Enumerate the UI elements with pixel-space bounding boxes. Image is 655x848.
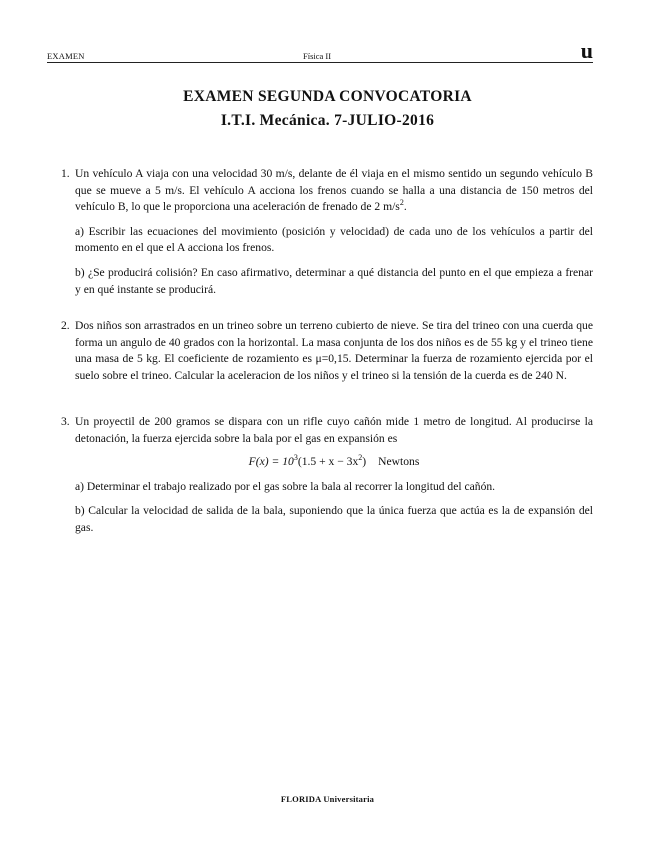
problem-statement: Un proyectil de 200 gramos se dispara con un rifle cuyo cañón mide 1 metro de longitud. Al producirse la detonación, la fuerza ejercida sobre la bala por el gas en expansión es — [75, 415, 593, 445]
page-footer: FLORIDA Universitaria — [280, 794, 375, 804]
problem-1 — [61, 166, 593, 298]
problem-part-b: b) Calcular la velocidad de salida de la bala, suponiendo que la única fuerza que actúa es la de expansión del gas. — [75, 504, 593, 534]
problem-part-a: a) Escribir las ecuaciones del movimiento (posición y velocidad) de cada uno de los vehículos a partir del momento en el que el A acciona los frenos. — [75, 224, 593, 255]
exam-title: EXAMEN SEGUNDA CONVOCATORIA — [183, 88, 472, 105]
force-formula: $F(x) = 10^3(1.5 + x - 3x^2)$ Newtons — [248, 453, 420, 469]
problem-statement: Un vehículo A viaja con una velocidad 30 m/s, delante de él viaja en el mismo sentido un segundo vehículo B que se mueve a 5 m/s. El vehículo A acciona los frenos cuando se halla a una distancia de 150 metros del vehículo B, lo que le proporciona una aceleración de frenado de 2 $m/s^2$. — [75, 167, 593, 214]
header-divider — [47, 62, 593, 63]
problem-part-b: b) ¿Se producirá colisión? En caso afirmativo, determinar a qué distancia del punto en el que empieza a frenar y en qué instante se producirá. — [75, 265, 593, 296]
problem-statement: Dos niños son arrastrados en un trineo sobre un terreno cubierto de nieve. Se tira del trineo con una cuerda que forma un angulo de 40 grados con la horizontal. La masa conjunta de los dos niños es de 55 kg y el trineo tiene una masa de 5 kg. El coeficiente de rozamiento es μ=0,15. Determinar la fuerza de rozamiento ejercida por el suelo sobre el trineo. Calcular la aceleracion de los niños y el trineo si la tensión de la cuerda es de 240 N. — [75, 319, 593, 382]
problem-2 — [61, 318, 593, 384]
problem-3 — [61, 414, 593, 537]
problem-number: 1. — [61, 167, 70, 180]
problem-number: 3. — [61, 415, 70, 428]
problem-number: 2. — [61, 319, 70, 332]
header-exam-label: EXAMEN — [47, 51, 85, 61]
page-header — [47, 38, 593, 64]
header-subject: Física II — [303, 51, 332, 61]
exam-subtitle: I.T.I. Mecánica. 7-JULIO-2016 — [220, 112, 435, 129]
university-logo: u — [580, 38, 593, 63]
problem-part-a: a) Determinar el trabajo realizado por el gas sobre la bala al recorrer la longitud del cañón. — [75, 479, 496, 493]
